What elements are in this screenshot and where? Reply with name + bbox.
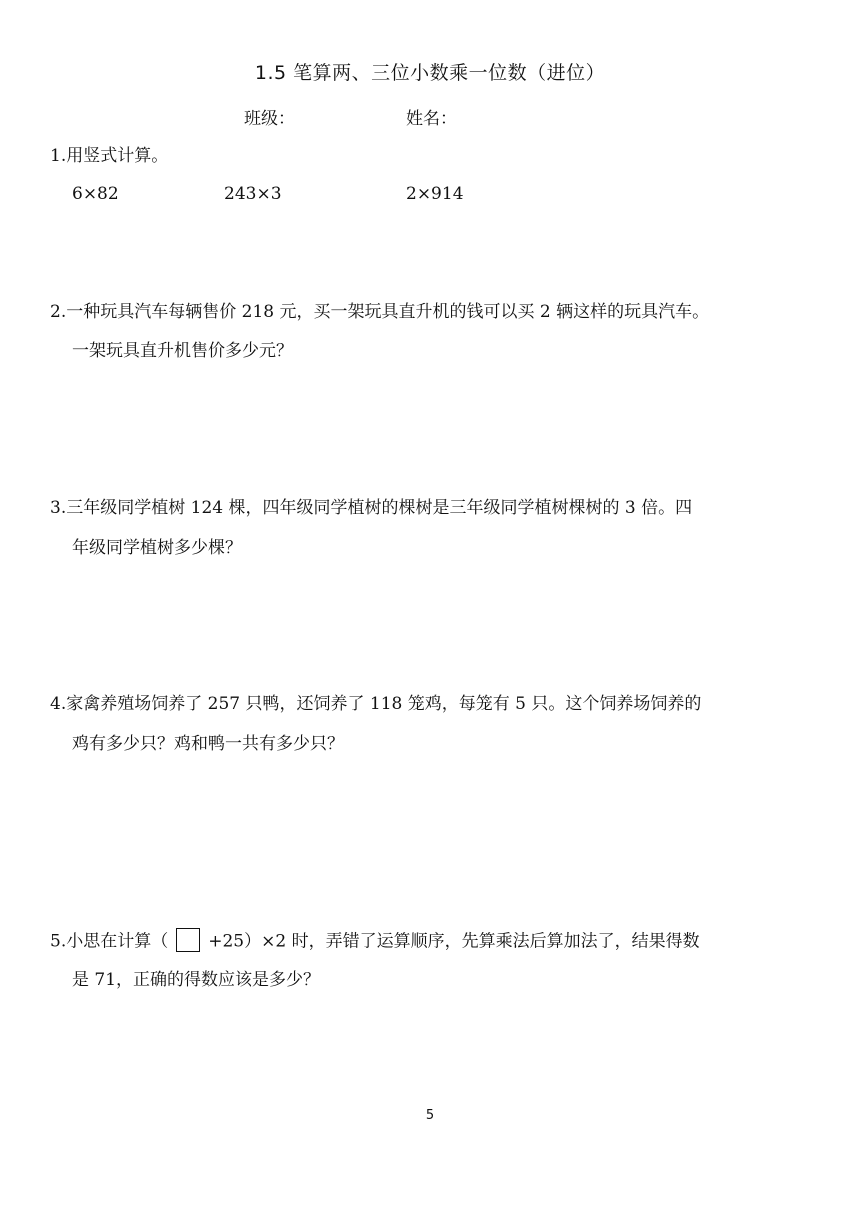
question-2-line-2: 一架玩具直升机售价多少元？ (72, 341, 293, 361)
question-5-line-2: 是 71，正确的得数应该是多少？ (72, 970, 321, 990)
question-2-line-1: 2.一种玩具汽车每辆售价 218 元，买一架玩具直升机的钱可以买 2 辆这样的玩具汽车。 (50, 302, 710, 322)
name-label: 姓名： (406, 109, 457, 129)
page-title: 1.5 笔算两、三位小数乘一位数（进位） (254, 62, 606, 84)
question-1-prompt: 1.用竖式计算。 (50, 146, 169, 166)
question-5-line-1 (50, 930, 700, 954)
calc-item-2: 243×3 (224, 184, 282, 204)
question-3-line-2: 年级同学植树多少棵？ (72, 538, 242, 558)
question-4-line-2: 鸡有多少只？鸡和鸭一共有多少只？ (72, 734, 344, 754)
question-5-text-b: +25）×2 时，弄错了运算顺序，先算乘法后算加法了，结果得数 (208, 931, 700, 952)
question-3-line-1: 3.三年级同学植树 124 棵，四年级同学植树的棵树是三年级同学植树棵树的 3 倍。四 (50, 498, 693, 518)
class-label: 班级： (244, 109, 295, 129)
calc-item-3: 2×914 (406, 184, 464, 204)
calc-item-1: 6×82 (72, 184, 119, 204)
question-4-line-1: 4.家禽养殖场饲养了 257 只鸭，还饲养了 118 笼鸡，每笼有 5 只。这个饲养场饲养的 (50, 694, 702, 714)
blank-box[interactable] (176, 928, 200, 952)
question-5-text-a: 5.小思在计算（ (50, 931, 169, 952)
page-number: 5 (425, 1108, 435, 1123)
